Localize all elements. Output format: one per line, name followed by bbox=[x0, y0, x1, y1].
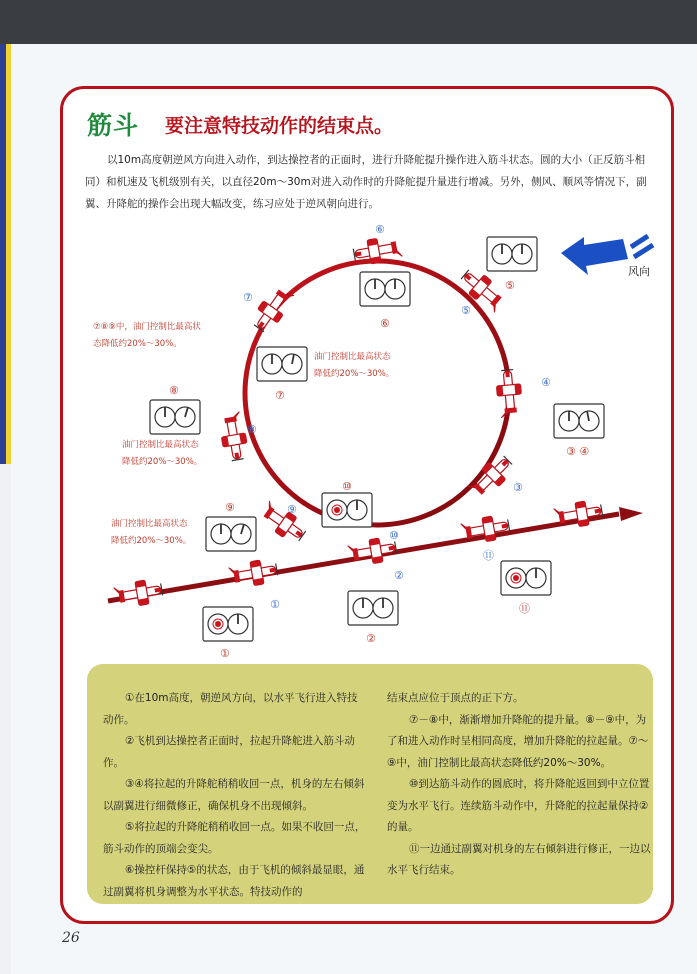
transmitter-9 bbox=[206, 517, 256, 551]
tx-label-8: ⑧ bbox=[169, 384, 179, 397]
tx-label-2: ② bbox=[366, 632, 376, 645]
label-11: ⑪ bbox=[483, 549, 494, 562]
plane-position-2 bbox=[228, 558, 278, 590]
transmitter-3-4 bbox=[554, 404, 604, 438]
content-card bbox=[60, 86, 674, 924]
plane-position-1 bbox=[113, 578, 163, 610]
label-5: ⑤ bbox=[461, 304, 471, 317]
page-subtitle: 要注意特技动作的结束点。 bbox=[165, 115, 394, 137]
label-10: ⑩ bbox=[389, 529, 399, 542]
step-5: ⑤将拉起的升降舵稍稍收回一点。如果不收回一点，筋斗动作的顶端会变尖。 bbox=[103, 821, 366, 855]
note-789-line1: ⑦⑧⑨中，油门控制比最高状 bbox=[93, 322, 201, 332]
note-7-line1: 油门控制比最高状态 bbox=[314, 352, 391, 362]
step-7-9: ⑦－⑧中，渐渐增加升降舵的提升量。⑧－⑨中，为了和进入动作时呈相同高度，增加升降舵的拉起量。⑦～⑨中，油门控制比最高状态降低约20%～30%。 bbox=[387, 713, 649, 769]
page-number: 26 bbox=[62, 930, 80, 946]
tx-label-7: ⑦ bbox=[275, 389, 285, 402]
step-1: ①在10m高度，朝逆风方向，以水平飞行进入特技动作。 bbox=[103, 692, 358, 726]
tx-label-5: ⑤ bbox=[505, 279, 515, 292]
tx-label-1: ① bbox=[220, 647, 230, 660]
transmitter-7 bbox=[257, 347, 307, 381]
step-2: ②飞机到达操控者正面时，拉起升降舵进入筋斗动作。 bbox=[103, 735, 355, 769]
label-1: ① bbox=[270, 598, 280, 611]
flight-path-arrowhead bbox=[619, 507, 643, 521]
label-8: ⑧ bbox=[247, 423, 257, 436]
label-4: ④ bbox=[541, 376, 551, 389]
note-8-line2: 降低约20%～30%。 bbox=[122, 457, 203, 467]
step-3-4: ③④将拉起的升降舵稍稍收回一点，机身的左右倾斜以副翼进行细微修正，确保机身不出现倾斜。 bbox=[103, 778, 365, 812]
step-6-continued: 结束点应位于顶点的正下方。 bbox=[387, 692, 524, 704]
tx-label-10: ⑩ bbox=[342, 480, 352, 493]
wind-label: 风向 bbox=[628, 265, 650, 278]
transmitter-10 bbox=[322, 493, 372, 527]
label-9: ⑨ bbox=[287, 503, 297, 516]
note-7-line2: 降低约20%～30%。 bbox=[314, 369, 395, 379]
transmitter-1 bbox=[203, 607, 253, 641]
note-8-line1: 油门控制比最高状态 bbox=[122, 440, 199, 450]
tx-label-11: ⑪ bbox=[519, 602, 530, 615]
note-9-line1: 油门控制比最高状态 bbox=[111, 519, 188, 529]
plane-position-4 bbox=[495, 369, 523, 418]
tx-label-9: ⑨ bbox=[225, 501, 235, 514]
transmitter-11 bbox=[501, 561, 551, 595]
plane-position-7 bbox=[249, 283, 296, 335]
tx-label-6: ⑥ bbox=[380, 317, 390, 330]
step-10: ⑩到达筋斗动作的圆底时，将升降舵返回到中立位置变为水平飞行。连续筋斗动作中，升降舵的拉起量保持②的量。 bbox=[387, 778, 650, 833]
intro-paragraph: 以10m高度朝逆风方向进入动作，到达操控者的正面时，进行升降舵提升操作进入筋斗状态。圆的大小（正反筋斗相同）和机速及飞机级别有关，以直径20m～30m对进入动作时的升降舵提升量进行增减。另外，侧风、顺风等情况下，副翼、升降舵的操作会出现大幅改变，练习应处于逆风朝向进行。 bbox=[85, 154, 647, 210]
step-6: ⑥操控杆保持⑤的状态，由于飞机的倾斜最显眼，通过副翼将机身调整为水平状态。特技动作的 bbox=[103, 864, 365, 898]
step-11: ⑪一边通过副翼对机身的左右倾斜进行修正，一边以水平飞行结束。 bbox=[387, 842, 651, 876]
steps-column-right bbox=[387, 688, 651, 882]
note-789-line2: 态降低约20%～30%。 bbox=[93, 339, 182, 349]
plane-position-8 bbox=[218, 411, 250, 461]
transmitter-8 bbox=[150, 400, 200, 434]
steps-box bbox=[87, 664, 653, 904]
tx-label-3-4: ③ ④ bbox=[566, 445, 590, 458]
plane-position-9 bbox=[257, 499, 309, 546]
label-6: ⑥ bbox=[375, 223, 385, 236]
page-title: 筋斗 bbox=[87, 111, 140, 140]
label-7: ⑦ bbox=[243, 291, 253, 304]
transmitter-6 bbox=[360, 272, 410, 306]
top-band bbox=[0, 0, 697, 44]
label-2: ② bbox=[394, 569, 404, 582]
transmitter-5 bbox=[487, 237, 537, 271]
transmitter-2 bbox=[348, 591, 398, 625]
label-3: ③ bbox=[513, 481, 523, 494]
loop-maneuver-diagram bbox=[63, 89, 677, 664]
left-edge-strip-lower bbox=[0, 464, 11, 974]
note-9-line2: 降低约20%～30%。 bbox=[111, 536, 192, 546]
steps-column-left bbox=[103, 688, 367, 903]
